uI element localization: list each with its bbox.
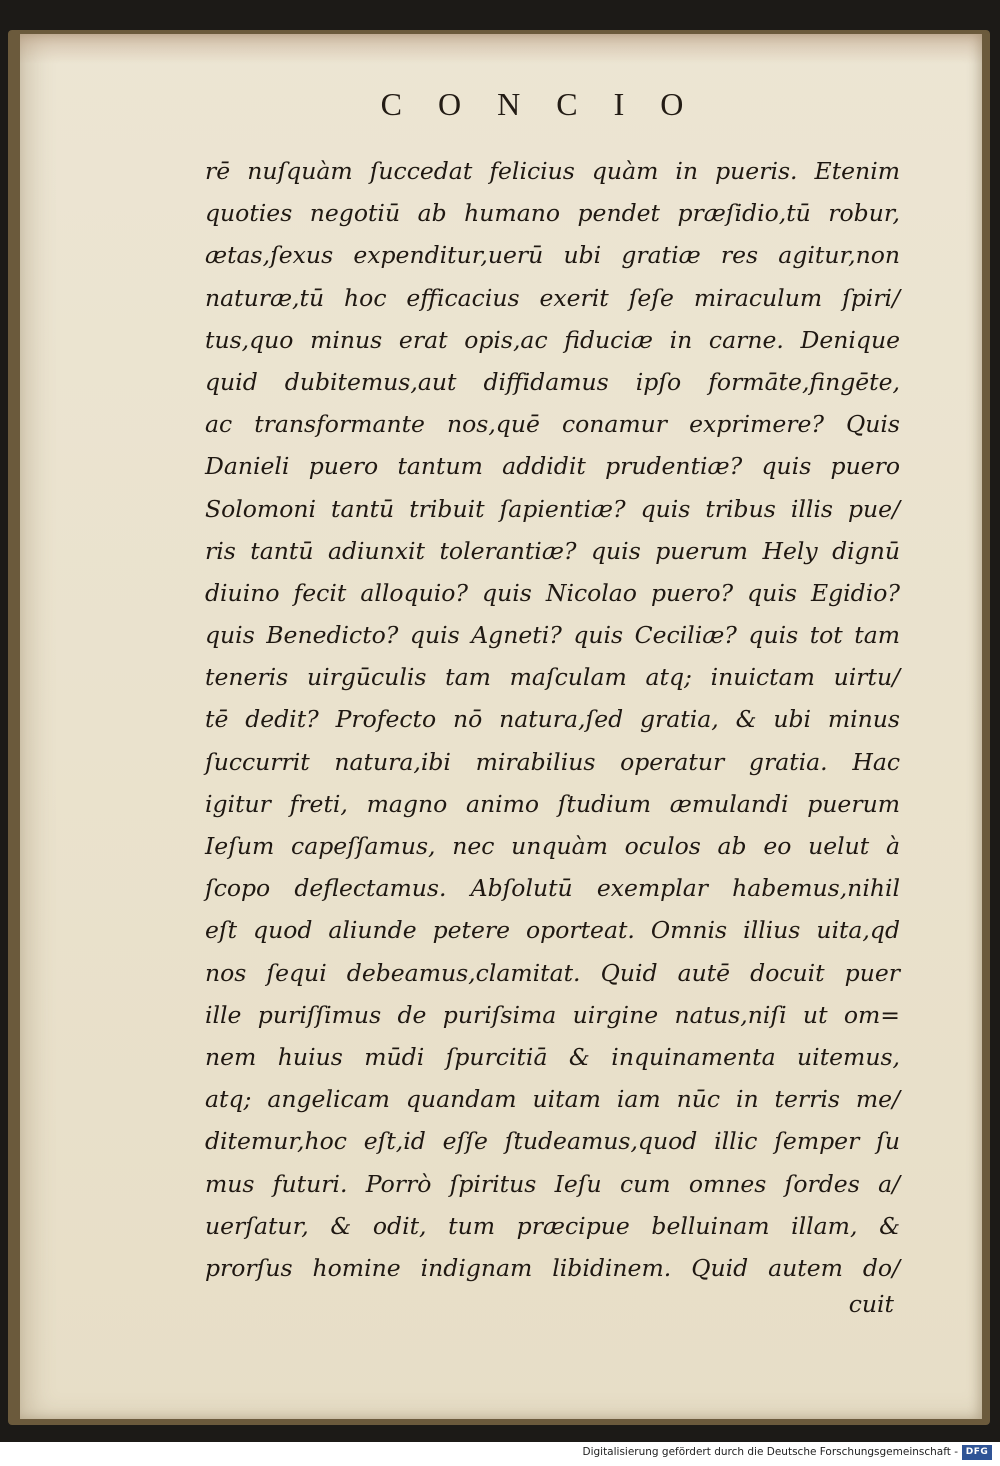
text-line: ille puriſſimus de puriſsima uirgine natus,niſi ut om=: [205, 1000, 900, 1029]
text-line: ætas,ſexus expenditur,uerū ubi gratiæ res agitur,non: [205, 241, 900, 270]
text-line: ſuccurrit natura,ibi mirabilius operatur gratia. Hac: [205, 747, 900, 776]
text-line: quis Benedicto? quis Agneti? quis Ceciliæ? quis tot tam: [205, 621, 900, 650]
text-line: mus futuri. Porrò ſpiritus Ieſu cum omnes ſordes a/: [205, 1169, 900, 1198]
text-line: nos ſequi debeamus,clamitat. Quid autē docuit puer: [205, 958, 900, 987]
text-line: Solomoni tantū tribuit ſapientiæ? quis tribus illis pue/: [205, 494, 900, 523]
text-line: ſcopo deflectamus. Abſolutū exemplar habemus,nihil: [205, 874, 900, 903]
text-line: atq; angelicam quandam uitam iam nūc in terris me/: [205, 1085, 900, 1114]
text-line: diuino fecit alloquio? quis Nicolao puero? quis Egidio?: [205, 578, 900, 607]
text-line: Ieſum capeſſamus, nec unquàm oculos ab eo uelut à: [205, 832, 900, 860]
text-line: uerſatur, & odit, tum præcipue belluinam illam, &: [205, 1211, 900, 1240]
text-line: Danieli puero tantum addidit prudentiæ? quis puero: [205, 452, 900, 481]
text-line: tus,quo minus erat opis,ac fiduciæ in carne. Denique: [205, 325, 900, 354]
dfg-logo: DFG: [962, 1445, 992, 1460]
text-line: igitur freti, magno animo ſtudium æmulandi puerum: [205, 789, 900, 818]
catchword: cuit: [848, 1290, 894, 1318]
text-line: prorſus homine indignam libidinem. Quid autem do/: [205, 1253, 900, 1282]
text-line: nem huius mūdi ſpurcitiā & inquinamenta uitemus,: [205, 1042, 900, 1071]
running-head: CONCIO: [380, 86, 720, 122]
text-line: quid dubitemus,aut diffidamus ipſo formāte,fingēte,: [205, 367, 900, 396]
body-text: [205, 150, 900, 1289]
text-line: naturæ,tū hoc efficacius exerit ſeſe miraculum ſpiri/: [205, 283, 900, 312]
text-line: ris tantū adiunxit tolerantiæ? quis puerum Hely dignū: [205, 536, 900, 565]
text-line: eſt quod aliunde petere oporteat. Omnis illius uita,qd: [205, 916, 900, 945]
funding-note: Digitalisierung gefördert durch die Deutsche Forschungsgemeinschaft -: [582, 1446, 958, 1458]
text-line: rē nuſquàm ſuccedat felicius quàm in pueris. Etenim: [205, 157, 900, 185]
text-line: ditemur,hoc eſt,id eſſe ſtudeamus,quod illic ſemper ſu: [205, 1127, 900, 1156]
text-line: ac transformante nos,quē conamur exprimere? Quis: [205, 410, 900, 439]
text-line: quoties negotiū ab humano pendet præſidio,tū robur,: [205, 199, 900, 228]
text-line: teneris uirgūculis tam maſculam atq; inuictam uirtu/: [205, 663, 900, 692]
page-stain: [20, 34, 982, 64]
text-line: tē dedit? Profecto nō natura,ſed gratia, & ubi minus: [205, 705, 900, 734]
footer-bar: [0, 1442, 1000, 1466]
